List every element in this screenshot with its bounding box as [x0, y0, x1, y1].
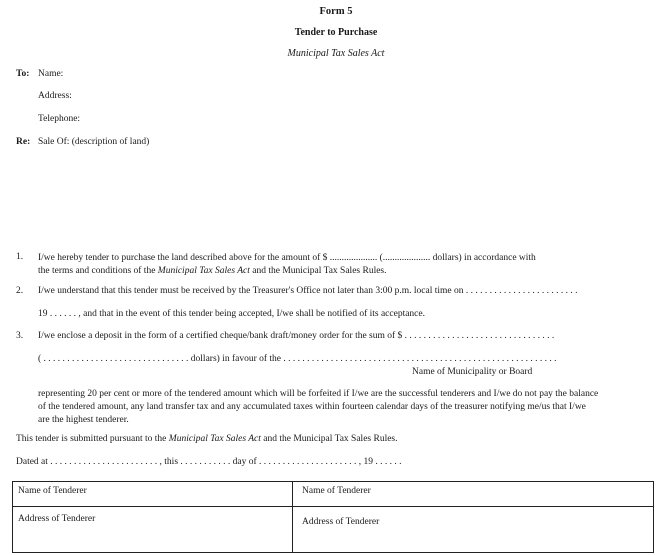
item-3-line-4: of the tendered amount, any land transfer tax and any accumulated taxes within fourteen calendar days of the treasurer notifying me/us that I/we — [38, 402, 586, 412]
item-1-act-ref: Municipal Tax Sales Act — [157, 266, 250, 276]
item-3-line-3: representing 20 per cent or more of the tendered amount which will be forfeited if I/we are the successful tenderers and I/we do not pay the balance — [38, 389, 599, 399]
item-1-number: 1. — [16, 252, 24, 262]
to-label: To: — [16, 69, 30, 79]
address-label: Address: — [38, 91, 72, 101]
item-1-text — [38, 252, 668, 278]
name-label: Name: — [38, 69, 64, 79]
tenderer-address-left: Address of Tenderer — [18, 514, 96, 524]
item-1-line-2 — [38, 265, 668, 278]
telephone-label: Telephone: — [38, 114, 81, 124]
submission-statement — [16, 434, 398, 444]
item-3-line-2: ( . . . . . . . . . . . . . . . . . . . . . . . . . . . . . . . dollars) in favour of the . . . . . . . . . . . . . . . . . . . . . . . . . . . . . . . . . . . . . . . . . . . . . . . . . . . . . . . . . . — [38, 354, 557, 364]
sale-of-label: Sale Of: (description of land) — [38, 137, 150, 147]
item-3-number: 3. — [16, 331, 24, 341]
tenderer-name-right: Name of Tenderer — [302, 486, 371, 496]
signature-table-divider — [292, 481, 293, 552]
submission-pre: This tender is submitted pursuant to the — [16, 434, 169, 444]
tenderer-name-left: Name of Tenderer — [18, 486, 87, 496]
dated-line: Dated at . . . . . . . . . . . . . . . . . . . . . . . , this . . . . . . . . . . . day of . . . . . . . . . . . . . . . . . . . . . , 19 . . . . . . — [16, 457, 402, 467]
signature-table-row-divider — [12, 506, 653, 507]
submission-post: and the Municipal Tax Sales Rules. — [260, 434, 398, 444]
item-3-line-1: I/we enclose a deposit in the form of a certified cheque/bank draft/money order for the sum of $ . . . . . . . . . . . . . . . . . . . . . . . . . . . . . . . . — [38, 331, 555, 341]
re-label: Re: — [16, 137, 31, 147]
form-title: Tender to Purchase — [294, 27, 378, 38]
item-2-line-1: I/we understand that this tender must be received by the Treasurer's Office not later than 3:00 p.m. local time on . . . . . . . . . . . . . . . . . . . . . . . . — [38, 286, 578, 296]
item-2-number: 2. — [16, 286, 24, 296]
form-number: Form 5 — [319, 6, 353, 17]
item-1-line-2-post: and the Municipal Tax Sales Rules. — [249, 266, 387, 276]
act-name: Municipal Tax Sales Act — [287, 48, 385, 59]
item-3-line-5: are the highest tenderer. — [38, 415, 129, 425]
item-1-line-1: I/we hereby tender to purchase the land described above for the amount of $ .................... (.................... dollars) in accordance with — [38, 253, 536, 263]
item-2-line-2: 19 . . . . . . , and that in the event of this tender being accepted, I/we shall be notified of its acceptance. — [38, 309, 425, 319]
item-1-line-2-pre: the terms and conditions of the — [38, 266, 158, 276]
item-3-forfeit-text — [38, 388, 668, 427]
municipality-caption: Name of Municipality or Board — [412, 367, 533, 377]
submission-act-ref: Municipal Tax Sales Act — [168, 434, 261, 444]
tenderer-address-right: Address of Tenderer — [302, 517, 380, 527]
